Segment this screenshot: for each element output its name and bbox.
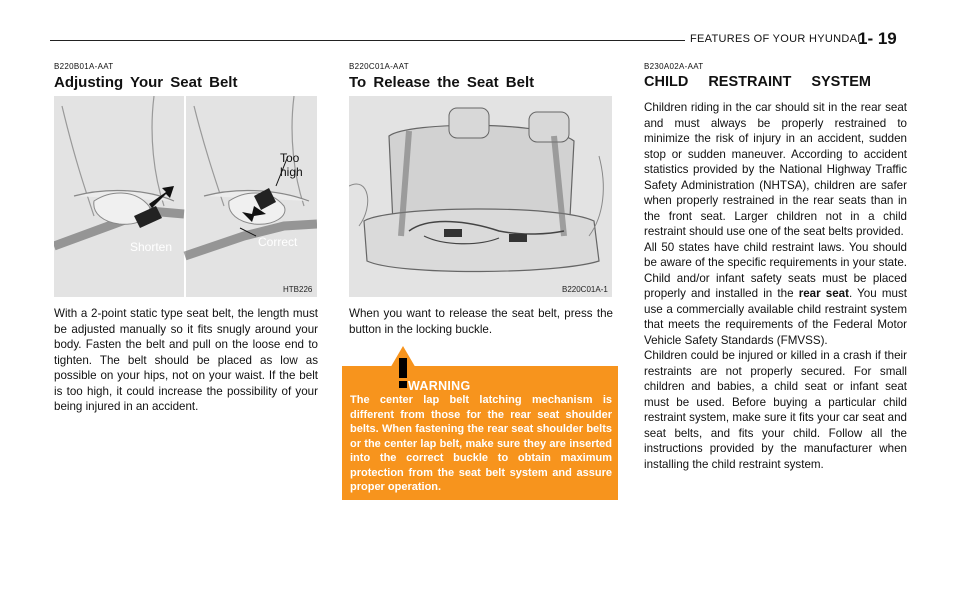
label-too-high: Too high: [280, 151, 303, 179]
paragraph: With a 2-point static type seat belt, the length must be adjusted manually so it fits snugly around your body. Fasten the belt and pull on the loose end to tighten. The belt should be placed as low as possible on your hips, not on your waist. If the belt is too high, it could increase the possibility of your being injured in an accident.: [54, 307, 318, 413]
label-shorten: Shorten: [130, 240, 173, 254]
section-heading: To Release the Seat Belt: [349, 74, 535, 91]
paragraph: Children could be injured or killed in a crash if their restraints are not properly secured. For small children and babies, a child seat or infant seat must be used. Before buying a particular child restraint system, make sure it fits your car seat and seat belts, and fits your child. Follow all the instructions provided by the manufacturer when installing the child restraint system.: [644, 349, 907, 471]
paragraph-end: . You must use a commercially available child restraint system that meets the requirements of the Federal Motor Vehicle Safety Standards (FMVSS).: [644, 287, 907, 347]
running-header-title: FEATURES OF YOUR HYUNDAI: [690, 33, 861, 45]
seat-belt-adjust-illustration: [54, 96, 317, 297]
warning-box: [342, 366, 618, 500]
rear-seat-illustration: [349, 96, 612, 297]
paragraph-start: All 50 states have child restraint laws. You should be aware of the specific requirements in your state. Child and/or infant safety seats must be placed properly and installed in the: [644, 240, 907, 300]
rear-seat-figure: [349, 96, 612, 297]
seat-belt-adjust-figure: [54, 96, 317, 297]
paragraph: Children riding in the car should sit in the rear seat and must always be properly restrained to minimize the risk of injury in an accident, sudden stop or sudden maneuver. According to accident statistics provided by the National Highway Traffic Safety Administration (NHTSA), children are safer when properly restrained in the rear seats than in the front seat. Larger children not in a child restraint should use one of the seat belts provided.: [644, 101, 907, 238]
right-body-text: [644, 100, 907, 472]
page-number: 1- 19: [858, 29, 897, 48]
header-rule: [50, 40, 685, 41]
left-section-header: [54, 62, 237, 91]
paragraph: When you want to release the seat belt, press the button in the locking buckle.: [349, 307, 613, 336]
emphasis-rear-seat: rear seat: [798, 287, 849, 300]
section-heading: Adjusting Your Seat Belt: [54, 74, 238, 91]
warning-title: WARNING: [408, 379, 471, 393]
middle-body-text: [349, 306, 613, 337]
figure-code: B220C01A-1: [562, 285, 608, 294]
paragraph: [644, 240, 907, 349]
middle-section-header: [349, 62, 534, 91]
figure-code: HTB226: [283, 285, 313, 294]
label-correct: Correct: [258, 235, 298, 249]
left-body-text: [54, 306, 318, 415]
section-heading: CHILD RESTRAINT SYSTEM: [644, 74, 871, 90]
section-code: B230A02A-AAT: [644, 62, 704, 71]
section-code: B220B01A-AAT: [54, 62, 114, 71]
right-section-header: [644, 62, 871, 90]
warning-text: The center lap belt latching mechanism is different from those for the rear seat shoulder belts. When fastening the rear seat shoulder belts or the center lap belt, make sure they are inserted into the correct buckle to obtain maximum protection from the seat belt system and assure proper operation.: [350, 394, 612, 493]
section-code: B220C01A-AAT: [349, 62, 409, 71]
